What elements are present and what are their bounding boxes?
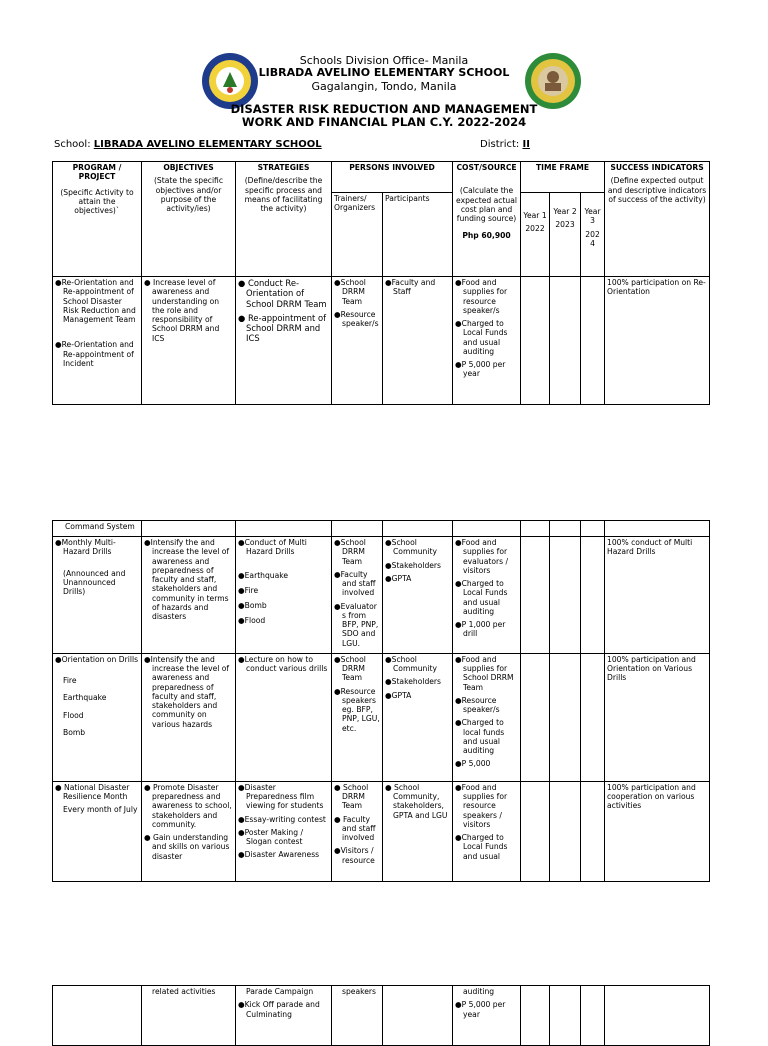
cost-item: ●Charged to Local Funds and usual [455, 833, 508, 861]
strategy-item: ●Disaster Preparedness film viewing for students [238, 782, 324, 811]
strategy-item: Parade Campaign [246, 987, 314, 996]
cost-subheading: (Calculate the expected actual cost plan and funding source) [456, 186, 517, 223]
col-program-header [53, 162, 142, 277]
trainer-item: ●School DRRM Team [334, 278, 366, 306]
district-info [480, 139, 530, 150]
program-item: Every month of July [63, 805, 138, 815]
year-1-header [521, 193, 550, 277]
participant-item: ●Faculty and Staff [385, 278, 436, 297]
objective-item: ● Promote Disaster preparedness and awareness to school, stakeholders and community. [144, 782, 232, 829]
year-1-label: Year 1 [523, 211, 547, 220]
strategy-item: ●Poster Making / Slogan contest [238, 827, 304, 846]
school-value: LIBRADA AVELINO ELEMENTARY SCHOOL [93, 139, 322, 150]
cost-item: ●Food and supplies for School DRRM Team [455, 654, 514, 692]
trainer-item: ●Evaluators from BFP, PNP, SDO and LGU. [334, 601, 379, 648]
plan-table-page-2 [52, 520, 710, 882]
strategy-item: ●Lecture on how to conduct various drills [238, 654, 328, 673]
program-item: (Announced and Unannounced Drills) [63, 568, 126, 596]
trainer-item: ● Faculty and staff involved [334, 814, 376, 842]
strategy-item: ●Bomb [238, 601, 267, 610]
col-strategies-header [236, 162, 332, 277]
participant-item: ●Stakeholders [385, 560, 442, 570]
district-value: II [522, 139, 530, 150]
table-row [53, 277, 710, 405]
cost-item: ●Charged to Local Funds and usual auditing [455, 319, 508, 356]
strategy-item: ●Flood [238, 616, 266, 626]
strategy-item: ● Re-appointment of School DRRM and ICS [238, 312, 327, 344]
plan-table-page-3 [52, 985, 710, 1046]
participant-item: ●Stakeholders [385, 677, 442, 687]
cost-item: ●P 1,000 per drill [455, 620, 506, 639]
program-item: Flood [63, 710, 84, 720]
program-item: ●Orientation on Drills [55, 654, 139, 664]
participant-item: ●GPTA [385, 573, 412, 583]
strategies-subheading: (Define/describe the specific process and means of facilitating the activity) [244, 176, 323, 213]
cost-item: ●P 5,000 [455, 759, 491, 769]
program-item: ●Re-Orientation and Re-appointment of School Disaster Risk Reduction and Management Team [55, 278, 136, 324]
plan-title-1: DISASTER RISK REDUCTION AND MANAGEMENT [230, 102, 538, 116]
table-row [53, 986, 710, 1046]
program-item: Bomb [63, 727, 86, 737]
strategies-heading: STRATEGIES [257, 163, 310, 172]
strategy-item: ●Kick Off parade and Culminating [238, 1000, 320, 1019]
cost-item: auditing [463, 987, 495, 996]
strategy-item: ●Conduct of Multi Hazard Drills [238, 538, 307, 557]
strategy-item: ● Conduct Re-Orientation of School DRRM Team [238, 278, 327, 309]
year-2-label: Year 2 [553, 207, 577, 216]
district-label: District: [480, 139, 520, 150]
participant-item: ●School Community [385, 538, 437, 557]
timeframe-heading: TIME FRAME [521, 162, 605, 193]
objective-item: ●Intensify the and increase the level of awareness and preparedness of faculty and staff, stakeholders and community on various hazards [144, 654, 230, 729]
strategy-item: ●Disaster Awareness [238, 850, 320, 860]
objectives-subheading: (State the specific objectives and/or purpose of the activity/ies) [153, 176, 224, 213]
trainer-item: ●School DRRM Team [334, 538, 366, 566]
cost-item: ●P 5,000 per year [455, 1000, 506, 1019]
plan-table-page-1 [52, 161, 710, 405]
table-row [53, 521, 710, 537]
objective-item: related activities [152, 987, 216, 996]
objective-item: ● Gain understanding and skills on various disaster [144, 833, 230, 861]
cost-item: ●Food and supplies for resource speaker/s [455, 278, 508, 315]
trainer-item: ●Faculty and staff involved [334, 569, 376, 598]
program-item: ● National Disaster Resilience Month [55, 782, 130, 801]
strategy-item: ●Fire [238, 585, 259, 595]
cost-item: ●Charged to local funds and usual auditing [455, 718, 505, 755]
participant-item: ● School Community, stakeholders, GPTA and LGU [385, 782, 448, 820]
col-objectives-header [142, 162, 236, 277]
cost-heading: COST/SOURCE [456, 163, 517, 172]
objective-item: ● Increase level of awareness and understanding on the role and responsibility of School DRRM and ICS [144, 278, 220, 343]
trainers-heading: Trainers/ Organizers [332, 193, 383, 277]
objective-item: ●Intensify the and increase the level of awareness and preparedness of faculty and staff, stakeholders and community in terms of hazards and disasters [144, 538, 230, 621]
cost-item: ●Food and supplies for resource speakers / visitors [455, 782, 508, 829]
persons-heading: PERSONS INVOLVED [332, 162, 453, 193]
col-cost-header [453, 162, 521, 277]
participants-heading: Participants [383, 193, 453, 277]
objectives-heading: OBJECTIVES [163, 163, 214, 172]
year-3-header [581, 193, 605, 277]
table-row [53, 781, 710, 881]
success-heading: SUCCESS INDICATORS [610, 163, 704, 172]
program-subheading: (Specific Activity to attain the objectives)` [60, 187, 134, 215]
school-name: LIBRADA AVELINO ELEMENTARY SCHOOL [258, 66, 510, 79]
division-office: Schools Division Office- Manila [299, 54, 469, 67]
success-item: 100% participation on Re-Orientation [607, 278, 706, 297]
trainer-item: speakers [342, 987, 376, 996]
year-3-label: Year 3 [584, 207, 601, 226]
strategy-item: ●Essay-writing contest [238, 814, 326, 824]
program-item: Fire [63, 676, 77, 685]
trainer-item: ●Resource speakers eg. BFP, PNP, LGU, etc. [334, 686, 380, 733]
year-2-header [550, 193, 581, 277]
program-heading: PROGRAM / PROJECT [72, 163, 122, 182]
program-item: ●Monthly Multi-Hazard Drills [55, 538, 116, 557]
success-subheading: (Define expected output and descriptive indicators of success of the activity) [607, 176, 707, 204]
school-label: School: [54, 139, 91, 150]
cost-item: ●Food and supplies for evaluators / visitors [455, 538, 509, 575]
success-item: 100% participation and Orientation on Various Drills [607, 654, 696, 683]
cost-item: ●Resource speaker/s [455, 695, 500, 714]
table-row [53, 653, 710, 781]
program-item: Command System [65, 522, 135, 531]
year-1-value: 2022 [525, 224, 545, 234]
school-address: Gagalangin, Tondo, Manila [311, 80, 457, 93]
cost-total: Php 60,900 [462, 231, 511, 241]
trainer-item: ●Resource speaker/s [334, 309, 379, 328]
trainer-item: ●Visitors / resource [334, 846, 375, 865]
strategy-item: ●Earthquake [238, 570, 289, 580]
program-item: Earthquake [63, 693, 107, 703]
success-item: 100% conduct of Multi Hazard Drills [607, 538, 693, 557]
trainer-item: ●School DRRM Team [334, 654, 366, 683]
success-item: 100% participation and cooperation on various activities [607, 782, 696, 811]
cost-item: ●Charged to Local Funds and usual auditing [455, 579, 508, 616]
cost-item: ●P 5,000 per year [455, 360, 506, 379]
participant-item: ●GPTA [385, 690, 412, 700]
year-2-value: 2023 [555, 220, 575, 230]
program-item: ●Re-Orientation and Re-appointment of Incident [55, 340, 134, 368]
participant-item: ●School Community [385, 654, 437, 673]
school-info [54, 139, 322, 150]
plan-title-2: WORK AND FINANCIAL PLAN C.Y. 2022-2024 [241, 115, 527, 129]
trainer-item: ● School DRRM Team [334, 782, 369, 811]
col-success-header [605, 162, 710, 277]
table-row [53, 537, 710, 654]
year-3-value: 2024 [585, 229, 600, 248]
